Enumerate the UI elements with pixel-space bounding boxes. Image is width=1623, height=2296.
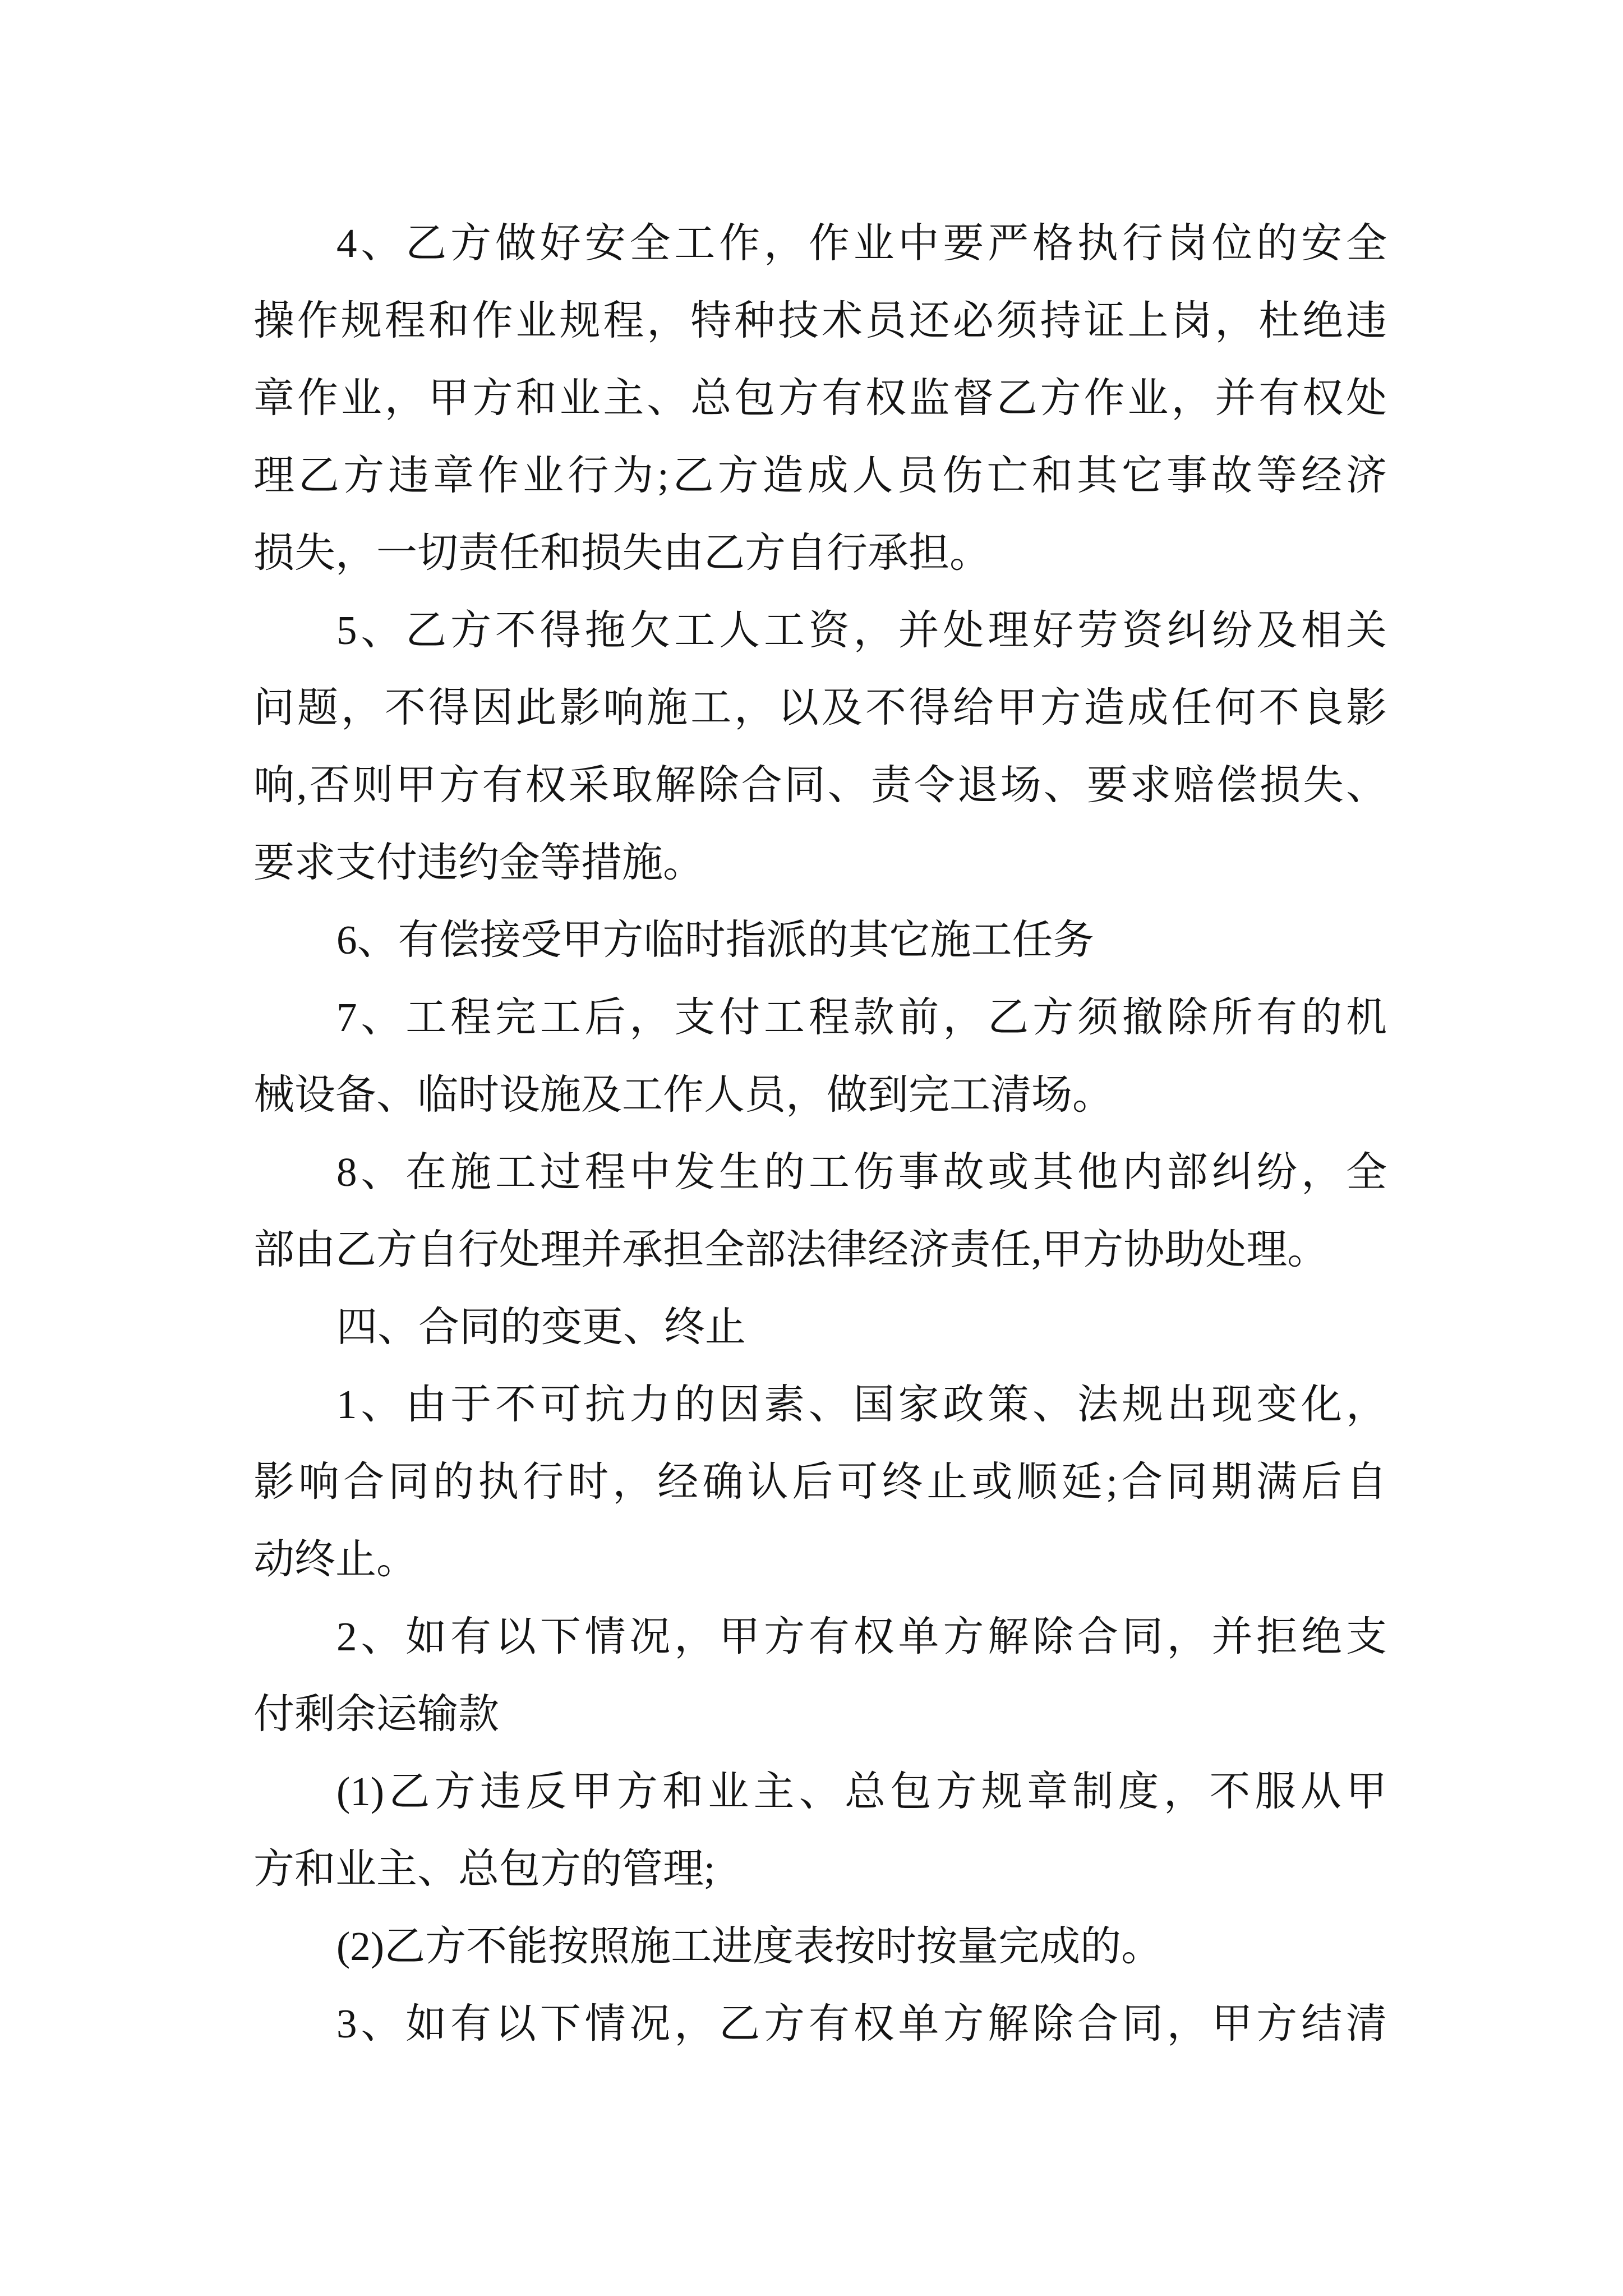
text-line: 3、如有以下情况，乙方有权单方解除合同，甲方结清 [336,2001,1387,2046]
text-line: 响,否则甲方有权采取解除合同、责令退场、要求赔偿损失、 [253,762,1387,808]
text-line: 2、如有以下情况，甲方有权单方解除合同，并拒绝支 [336,1614,1387,1659]
text-line: 1、由于不可抗力的因素、国家政策、法规出现变化， [336,1382,1387,1427]
text-line: 6、有偿接受甲方临时指派的其它施工任务 [336,917,1094,963]
clause-paragraph [253,979,1387,1134]
section-heading-text: 四、合同的变更、终止 [336,1304,746,1350]
clause-paragraph [253,1598,1387,1753]
text-line: 章作业，甲方和业主、总包方有权监督乙方作业，并有权处 [253,375,1387,421]
text-line: 付剩余运输款 [253,1691,499,1737]
text-line: 7、工程完工后，支付工程款前，乙方须撤除所有的机 [336,995,1387,1040]
text-line: 影响合同的执行时，经确认后可终止或顺延;合同期满后自 [253,1459,1387,1504]
clause-paragraph [253,1908,1387,1985]
clause-paragraph [253,901,1387,979]
text-line: 操作规程和作业规程，特种技术员还必须持证上岗，杜绝违 [253,298,1387,343]
text-line: 方和业主、总包方的管理; [253,1846,716,1892]
clause-paragraph [253,205,1387,592]
text-line: 5、乙方不得拖欠工人工资，并处理好劳资纠纷及相关 [336,608,1387,653]
text-line: 要求支付违约金等措施。 [253,840,704,885]
text-line: 问题，不得因此影响施工，以及不得给甲方造成任何不良影 [253,685,1387,730]
text-line: 8、在施工过程中发生的工伤事故或其他内部纠纷，全 [336,1149,1387,1195]
text-line: 4、乙方做好安全工作，作业中要严格执行岗位的安全 [336,220,1387,266]
clause-paragraph [253,1134,1387,1289]
text-line: 损失，一切责任和损失由乙方自行承担。 [253,530,990,576]
text-line: 械设备、临时设施及工作人员，做到完工清场。 [253,1072,1113,1117]
text-line: (1)乙方违反甲方和业主、总包方规章制度，不服从甲 [336,1769,1387,1814]
document-body [253,205,1387,2063]
text-line: 动终止。 [253,1536,417,1582]
clause-paragraph [253,1985,1387,2063]
text-line: 理乙方违章作业行为;乙方造成人员伤亡和其它事故等经济 [253,453,1387,498]
section-heading [253,1289,1387,1366]
clause-paragraph [253,592,1387,901]
text-line: (2)乙方不能按照施工进度表按时按量完成的。 [336,1924,1163,1969]
clause-paragraph [253,1366,1387,1598]
clause-paragraph [253,1753,1387,1908]
text-line: 部由乙方自行处理并承担全部法律经济责任,甲方协助处理。 [253,1227,1329,1272]
